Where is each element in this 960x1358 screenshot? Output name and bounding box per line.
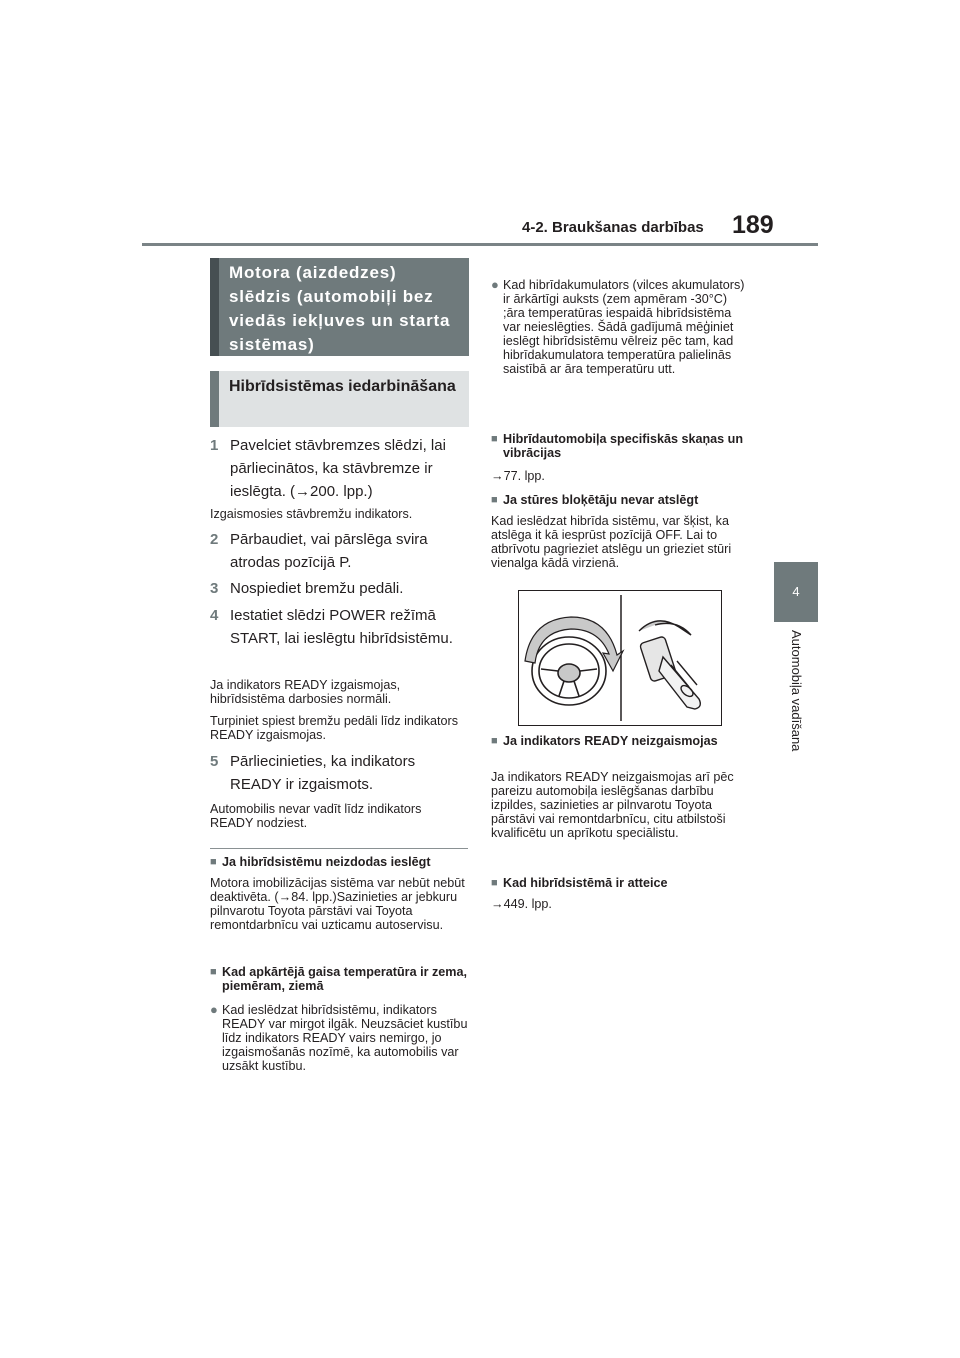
step-4-note-2: Turpiniet spiest bremžu pedāli līdz indikators READY izgaismojas. (210, 714, 459, 742)
chapter-tab: 4 (774, 562, 818, 622)
square-bullet-icon: ■ (210, 856, 217, 868)
steering-wheel-icon (532, 637, 606, 705)
note-heading-steering-lock: ■ Ja stūres bloķētāju nevar atslēgt (491, 493, 699, 507)
step-3: 3 Nospiediet bremžu pedāli. (210, 580, 404, 597)
square-bullet-icon: ■ (210, 966, 217, 978)
topic-title-box: Motora (aizdedzes) slēdzis (automobiļi bez viedās iekļuves un starta sistēmas) (210, 258, 469, 356)
round-bullet-icon: ● (210, 1002, 218, 1017)
step-5: 5 Pārliecinieties, ka indikators READY ir izgaismots. (210, 753, 416, 793)
note-heading-sounds: ■ Hibrīdautomobiļa specifiskās skaņas un vibrācijas (491, 432, 744, 460)
page-number: 189 (732, 211, 774, 239)
square-bullet-icon: ■ (491, 735, 498, 747)
key-icon (639, 621, 700, 709)
step-2: 2 Pārbaudiet, vai pārslēga svira atrodas pozīcijā P. (210, 531, 428, 571)
note-body-ready-off: Ja indikators READY neizgaismojas arī pēc pareizu automobiļa ieslēgšanas darbību izpildes, sazinieties ar pilnvarotu Toyota pārstāvi vai remontdarbnīcu, citu atbilstoši kvalificētu un aprīkotu speciālistu. (491, 770, 734, 840)
notes-divider (210, 848, 468, 849)
subtopic-title-box: Hibrīdsistēmas iedarbināšana (210, 371, 469, 427)
step-4-note-1: Ja indikators READY izgaismojas, hibrīdsistēma darbosies normāli. (210, 678, 401, 706)
square-bullet-icon: ■ (491, 877, 498, 889)
section-title: 4-2. Braukšanas darbības (522, 219, 704, 236)
step-4: 4 Iestatiet slēdzi POWER režīmā START, lai ieslēgtu hibrīdsistēmu. (210, 607, 453, 647)
note-bullet-ready-blinking: ● Kad ieslēdzat hibrīdsistēmu, indikators READY var mirgot ilgāk. Neuzsāciet kustību līdz indikators READY vairs nemirgo, jo izgaismošanās nozīmē, ka automobilis var uzsākt kustību. (210, 1002, 468, 1073)
steering-key-drawing (519, 591, 721, 725)
chapter-label: Automobiļa vadīšana (789, 630, 804, 752)
step-1: 1 Pavelciet stāvbremzes slēdzi, lai pārliecinātos, ka stāvbremze ir ieslēgta. (→200. lpp.) (210, 437, 446, 500)
note-body-start-failure: Motora imobilizācijas sistēma var nebūt nebūt deaktivēta. (→84. lpp.)Sazinieties ar jebkuru pilnvarotu Toyota pārstāvi vai Toyota remontdarbnīcu vai uzticamu autoservisu. (210, 876, 465, 932)
round-bullet-icon: ● (491, 277, 499, 292)
note-body-steering-lock: Kad ieslēdzat hibrīda sistēmu, var šķist, ka atslēga it kā iesprūst pozīcijā OFF. Lai to atbrīvotu pagrieziet atslēgu un grieziet stūri vienalga kādā virzienā. (491, 514, 732, 570)
square-bullet-icon: ■ (491, 433, 498, 445)
note-heading-ready-off: ■ Ja indikators READY neizgaismojas (491, 734, 718, 748)
note-body-system-failure: →449. lpp. (491, 897, 552, 911)
step-1-note: Izgaismosies stāvbremžu indikators. (210, 507, 413, 521)
square-bullet-icon: ■ (491, 494, 498, 506)
note-heading-start-failure: ■ Ja hibrīdsistēmu neizdodas ieslēgt (210, 855, 431, 869)
note-heading-cold-weather: ■ Kad apkārtējā gaisa temperatūra ir zema, piemēram, ziemā (210, 965, 467, 993)
note-heading-system-failure: ■ Kad hibrīdsistēmā ir atteice (491, 876, 668, 890)
note-body-sounds: →77. lpp. (491, 469, 545, 483)
note-bullet-battery-cold: ● Kad hibrīdakumulators (vilces akumulators) ir ārkārtīgi auksts (zem apmēram -30°C) ;āra temperatūras iespaidā hibrīdsistēma var neieslēgties. Šādā gadījumā mēģiniet ieslēgt hibrīdsistēmu vēlreiz pēc tam, kad hibrīdakumulatora temperatūra palielinās saistībā ar āra temperatūru utt. (491, 277, 745, 376)
step-5-note: Automobilis nevar vadīt līdz indikators READY nodziest. (210, 802, 422, 830)
steering-lock-illustration (518, 590, 722, 726)
header-rule (142, 243, 818, 246)
